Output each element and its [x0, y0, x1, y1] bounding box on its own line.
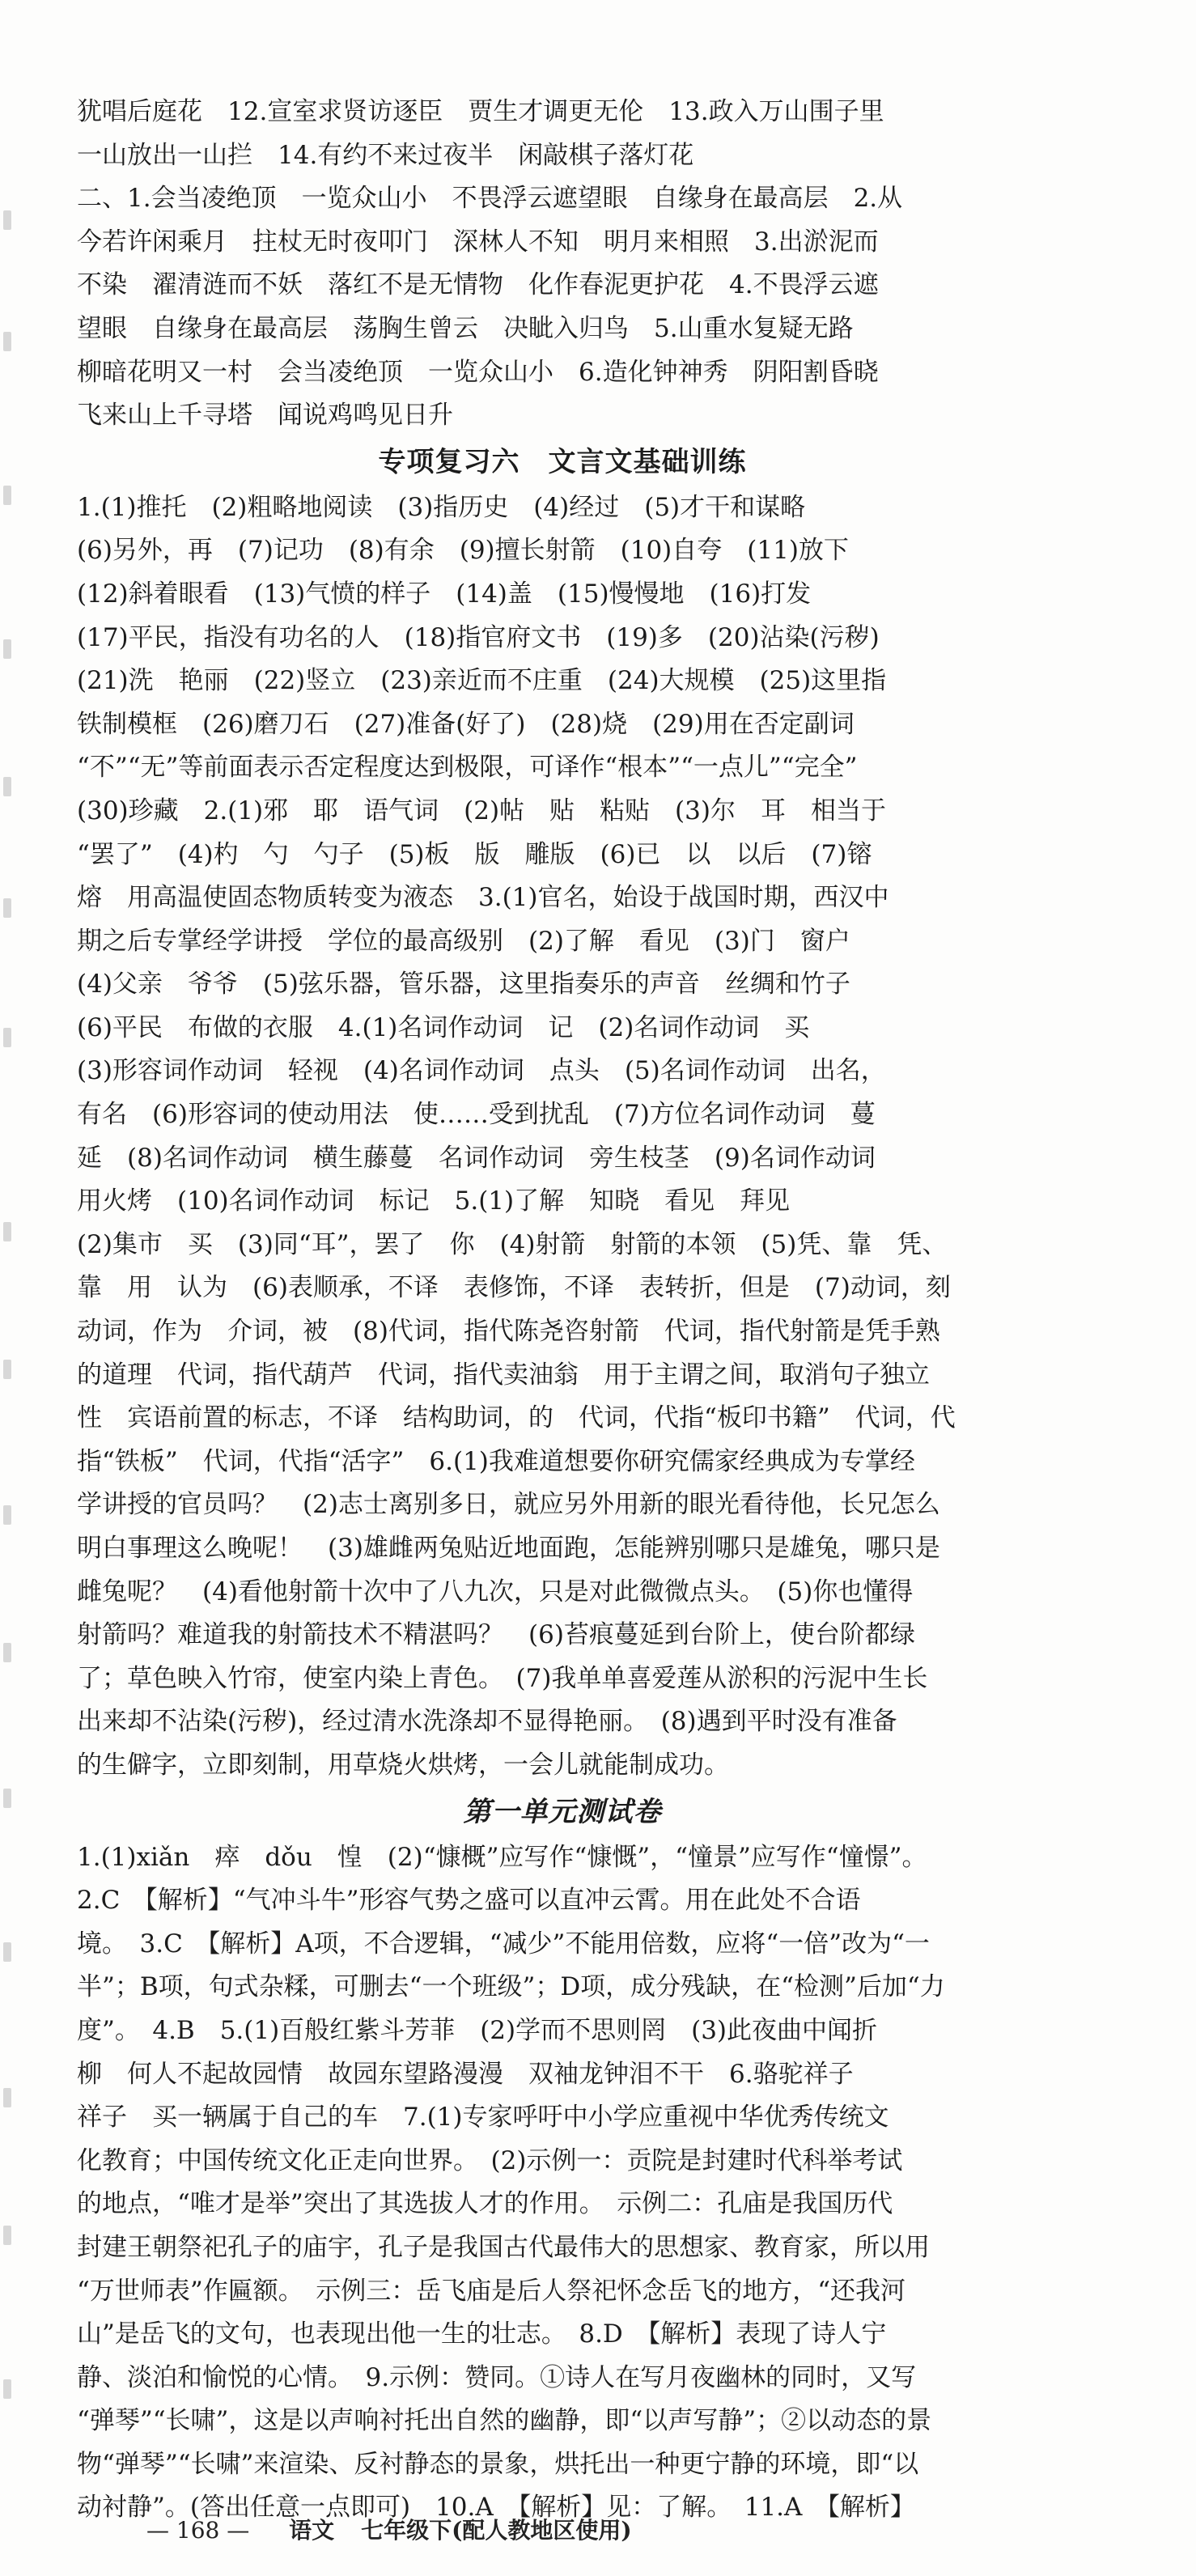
answer-text-block: [77, 91, 1048, 2530]
text-line: “弹琴”“长啸”，这是以声响衬托出自然的幽静，即“以声写静”；②以动态的景: [77, 2406, 932, 2436]
text-line: 的生僻字，立即刻制，用草烧火烘烤，一会儿就能制成功。: [77, 1750, 729, 1780]
text-line: 封建王朝祭祀孔子的庙宇，孔子是我国古代最伟大的思想家、教育家，所以用: [77, 2232, 930, 2262]
footer-grade: 七年级下(配人教地区使用): [361, 2517, 632, 2544]
text-line: (4)父亲 爷爷 (5)弦乐器，管乐器，这里指奏乐的声音 丝绸和竹子: [77, 970, 850, 999]
text-line: (21)洗 艳丽 (22)竖立 (23)亲近而不庄重 (24)大规模 (25)这里指: [77, 666, 887, 696]
text-line: 今若许闲乘月 拄杖无时夜叩门 深林人不知 明月来相照 3.出淤泥而: [77, 227, 879, 257]
text-line: 铁制模框 (26)磨刀石 (27)准备(好了) (28)烧 (29)用在否定副词: [77, 709, 855, 739]
text-line: 静、淡泊和愉悦的心情。 9.示例：赞同。①诗人在写月夜幽林的同时，又写: [77, 2362, 917, 2392]
text-line: (17)平民，指没有功名的人 (18)指官府文书 (19)多 (20)沾染(污秽): [77, 622, 880, 652]
text-line: 不染 濯清涟而不妖 落红不是无情物 化作春泥更护花 4.不畏浮云遮: [77, 270, 879, 300]
text-line: 度”。 4.B 5.(1)百般红紫斗芳菲 (2)学而不思则罔 (3)此夜曲中闻折: [77, 2015, 878, 2045]
poetry-answers-section: [77, 91, 1048, 438]
text-line: 动词，作为 介词，被 (8)代词，指代陈尧咨射箭 代词，指代射箭是凭手熟: [77, 1317, 940, 1347]
text-line: 山”是岳飞的文句，也表现出他一生的壮志。 8.D 【解析】表现了诗人宁: [77, 2319, 887, 2349]
text-line: 性 宾语前置的标志，不译 结构助词，的 代词，代指“板印书籍” 代词，代: [77, 1403, 956, 1433]
text-line: 的地点，“唯才是举”突出了其选拔人才的作用。 示例二：孔庙是我国历代: [77, 2189, 893, 2219]
text-line: 柳 何人不起故园情 故园东望路漫漫 双袖龙钟泪不干 6.骆驼祥子: [77, 2059, 854, 2089]
text-line: 动衬静”。(答出任意一点即可) 10.A 【解析】见：了解。 11.A 【解析】: [77, 2493, 915, 2523]
text-line: 学讲授的官员吗？ (2)志士离别多日，就应另外用新的眼光看待他，长兄怎么: [77, 1490, 940, 1520]
text-line: “万世师表”作匾额。 示例三：岳飞庙是后人祭祀怀念岳飞的地方，“还我河: [77, 2276, 906, 2306]
text-line: 明白事理这么晚呢！ (3)雄雌两兔贴近地面跑，怎能辨别哪只是雄兔，哪只是: [77, 1534, 940, 1563]
text-line: 靠 用 认为 (6)表顺承，不译 表修饰，不译 表转折，但是 (7)动词，刻: [77, 1273, 951, 1303]
text-line: 望眼 自缘身在最高层 荡胸生曾云 决眦入归鸟 5.山重水复疑无路: [77, 313, 854, 343]
classical-chinese-answers-section: [77, 486, 1048, 1788]
text-line: 出来却不沾染(污秽)，经过清水洗涤却不显得艳丽。 (8)遇到平时没有准备: [77, 1707, 897, 1737]
page-number: — 168 —: [146, 2517, 250, 2544]
footer-subject: 语文: [289, 2517, 335, 2544]
text-line: 延 (8)名词作动词 横生藤蔓 名词作动词 旁生枝茎 (9)名词作动词: [77, 1143, 876, 1173]
text-line: 1.(1)xiǎn 瘁 dǒu 惶 (2)“慷概”应写作“慷慨”，“憧景”应写作“憧憬”。: [77, 1842, 927, 1872]
section-heading-unit-1-test: 第一单元测试卷: [463, 1795, 662, 1828]
text-line: (30)珍藏 2.(1)邪 耶 语气词 (2)帖 贴 粘贴 (3)尔 耳 相当于: [77, 796, 886, 825]
left-margin-bleed: [0, 146, 18, 2493]
text-line: 犹唱后庭花 12.宣室求贤访逐臣 贾生才调更无伦 13.政入万山围子里: [77, 97, 884, 126]
text-line: (6)平民 布做的衣服 4.(1)名词作动词 记 (2)名词作动词 买: [77, 1012, 810, 1042]
text-line: 期之后专掌经学讲授 学位的最高级别 (2)了解 看见 (3)门 窗户: [77, 926, 850, 956]
text-line: 用火烤 (10)名词作动词 标记 5.(1)了解 知晓 看见 拜见: [77, 1186, 791, 1216]
text-line: (3)形容词作动词 轻视 (4)名词作动词 点头 (5)名词作动词 出名，: [77, 1056, 886, 1086]
text-line: 物“弹琴”“长啸”来渲染、反衬静态的景象，烘托出一种更宁静的环境，即“以: [77, 2449, 919, 2479]
text-line: 射箭吗？难道我的射箭技术不精湛吗？ (6)苔痕蔓延到台阶上，使台阶都绿: [77, 1620, 915, 1650]
section-heading-review-6: 专项复习六 文言文基础训练: [378, 445, 747, 478]
text-line: 的道理 代词，指代葫芦 代词，指代卖油翁 用于主谓之间，取消句子独立: [77, 1360, 930, 1390]
text-line: 半”；B项，句式杂糅，可删去“一个班级”；D项，成分残缺，在“检测”后加“力: [77, 1972, 945, 2002]
text-line: 柳暗花明又一村 会当凌绝顶 一览众山小 6.造化钟神秀 阴阳割昏晓: [77, 357, 879, 387]
page-footer: [77, 2513, 1048, 2548]
text-line: 一山放出一山拦 14.有约不来过夜半 闲敲棋子落灯花: [77, 140, 694, 170]
text-line: “不”“无”等前面表示否定程度达到极限，可译作“根本”“一点儿”“完全”: [77, 753, 858, 783]
unit-test-answers-section: [77, 1836, 1048, 2531]
text-line: 了；草色映入竹帘，使室内染上青色。 (7)我单单喜爱莲从淤积的污泥中生长: [77, 1663, 928, 1693]
text-line: 二、1.会当凌绝顶 一览众山小 不畏浮云遮望眼 自缘身在最高层 2.从: [77, 184, 903, 214]
text-line: (2)集市 买 (3)同“耳”，罢了 你 (4)射箭 射箭的本领 (5)凭、靠 凭、: [77, 1229, 948, 1259]
text-line: 祥子 买一辆属于自己的车 7.(1)专家呼吁中小学应重视中华优秀传统文: [77, 2103, 889, 2133]
text-line: 境。 3.C 【解析】A项，不合逻辑，“减少”不能用倍数，应将“一倍”改为“一: [77, 1929, 930, 1959]
text-line: 有名 (6)形容词的使动用法 使……受到扰乱 (7)方位名词作动词 蔓: [77, 1100, 876, 1130]
text-line: “罢了” (4)杓 勺 勺子 (5)板 版 雕版 (6)已 以 以后 (7)镕: [77, 839, 872, 869]
text-line: (6)另外，再 (7)记功 (8)有余 (9)擅长射箭 (10)自夸 (11)放下: [77, 536, 849, 566]
text-line: (12)斜着眼看 (13)气愤的样子 (14)盖 (15)慢慢地 (16)打发: [77, 579, 812, 609]
text-line: 2.C 【解析】“气冲斗牛”形容气势之盛可以直冲云霄。用在此处不合语: [77, 1886, 861, 1916]
text-line: 熔 用高温使固态物质转变为液态 3.(1)官名，始设于战国时期，西汉中: [77, 883, 889, 913]
text-line: 指“铁板” 代词，代指“活字” 6.(1)我难道想要你研究儒家经典成为专掌经: [77, 1446, 915, 1476]
text-line: 飞来山上千寻塔 闻说鸡鸣见日升: [77, 401, 453, 431]
text-line: 1.(1)推托 (2)粗略地阅读 (3)指历史 (4)经过 (5)才干和谋略: [77, 492, 806, 522]
text-line: 化教育；中国传统文化正走向世界。 (2)示例一：贡院是封建时代科举考试: [77, 2145, 903, 2175]
text-line: 雌兔呢？ (4)看他射箭十次中了八九次，只是对此微微点头。 (5)你也懂得: [77, 1577, 914, 1606]
